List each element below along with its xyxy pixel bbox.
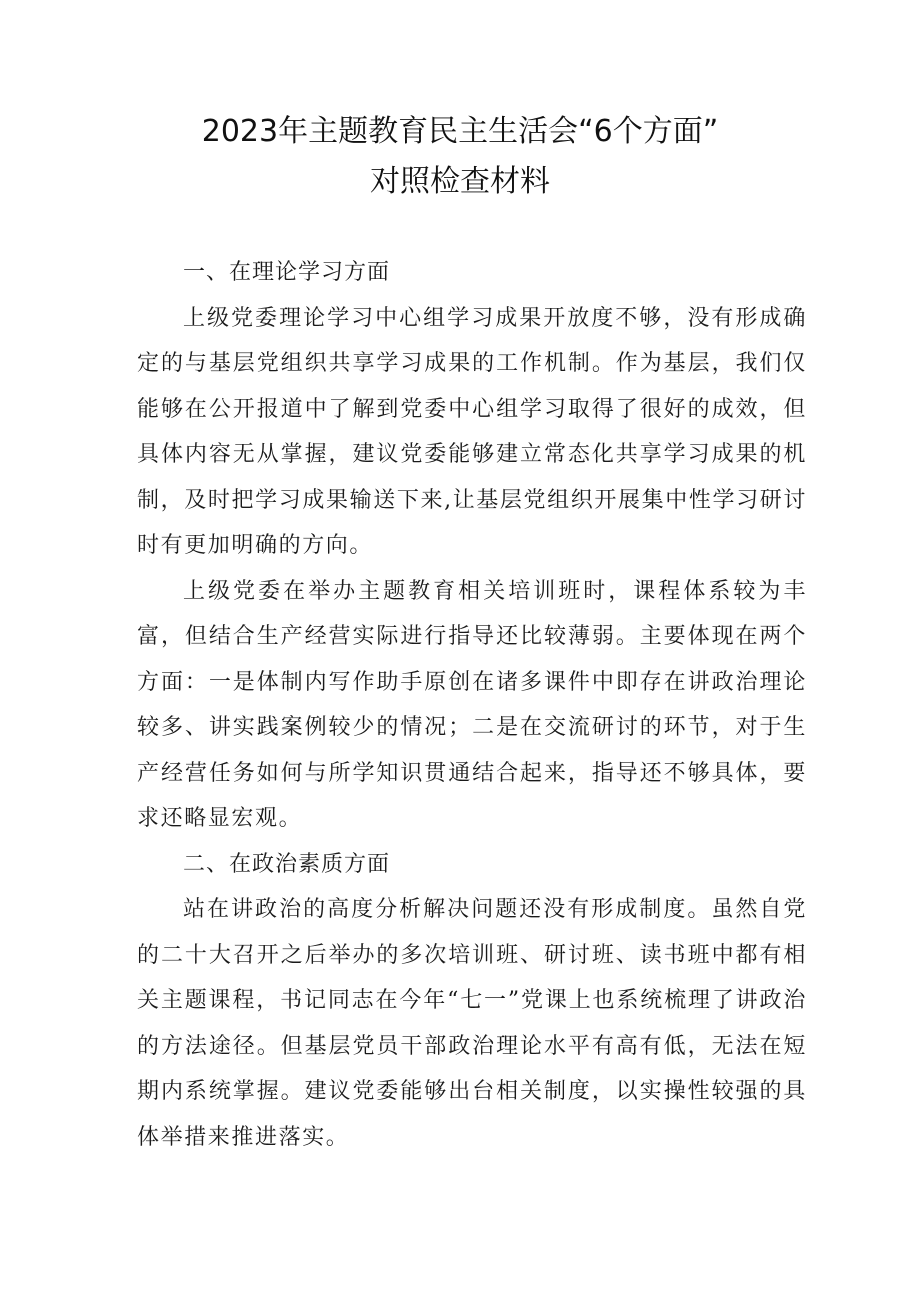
- document-body: [137, 250, 807, 1160]
- section-heading-political-quality: 二、在政治素质方面: [183, 851, 391, 877]
- paragraph-theory-study-1: 上级党委理论学习中心组学习成果开放度不够，没有形成确定的与基层党组织共享学习成果的工作机制。作为基层，我们仅能够在公开报道中了解到党委中心组学习取得了很好的成效，但具体内容无从掌握，建议党委能够建立常态化共享学习成果的机制，及时把学习成果输送下来,让基层党组织开展集中性学习研讨时有更加明确的方向。: [137, 305, 807, 558]
- paragraph-political-quality-1: 站在讲政治的高度分析解决问题还没有形成制度。虽然自党的二十大召开之后举办的多次培训班、研讨班、读书班中都有相关主题课程，书记同志在今年“七一”党课上也系统梳理了讲政治的方法途径。但基层党员干部政治理论水平有高有低，无法在短期内系统掌握。建议党委能够出台相关制度，以实操性较强的具体举措来推进落实。: [137, 897, 807, 1150]
- document-title-line-2: 对照检查材料: [370, 164, 550, 199]
- document-title-line-1: 2023年主题教育民主生活会“6个方面”: [201, 114, 719, 149]
- section-heading-theory-study: 一、在理论学习方面: [183, 260, 391, 285]
- paragraph-theory-study-2: 上级党委在举办主题教育相关培训班时，课程体系较为丰富，但结合生产经营实际进行指导还比较薄弱。主要体现在两个方面：一是体制内写作助手原创在诸多课件中即存在讲政治理论较多、讲实践案例较少的情况；二是在交流研讨的环节，对于生产经营任务如何与所学知识贯通结合起来，指导还不够具体，要求还略显宏观。: [137, 578, 807, 831]
